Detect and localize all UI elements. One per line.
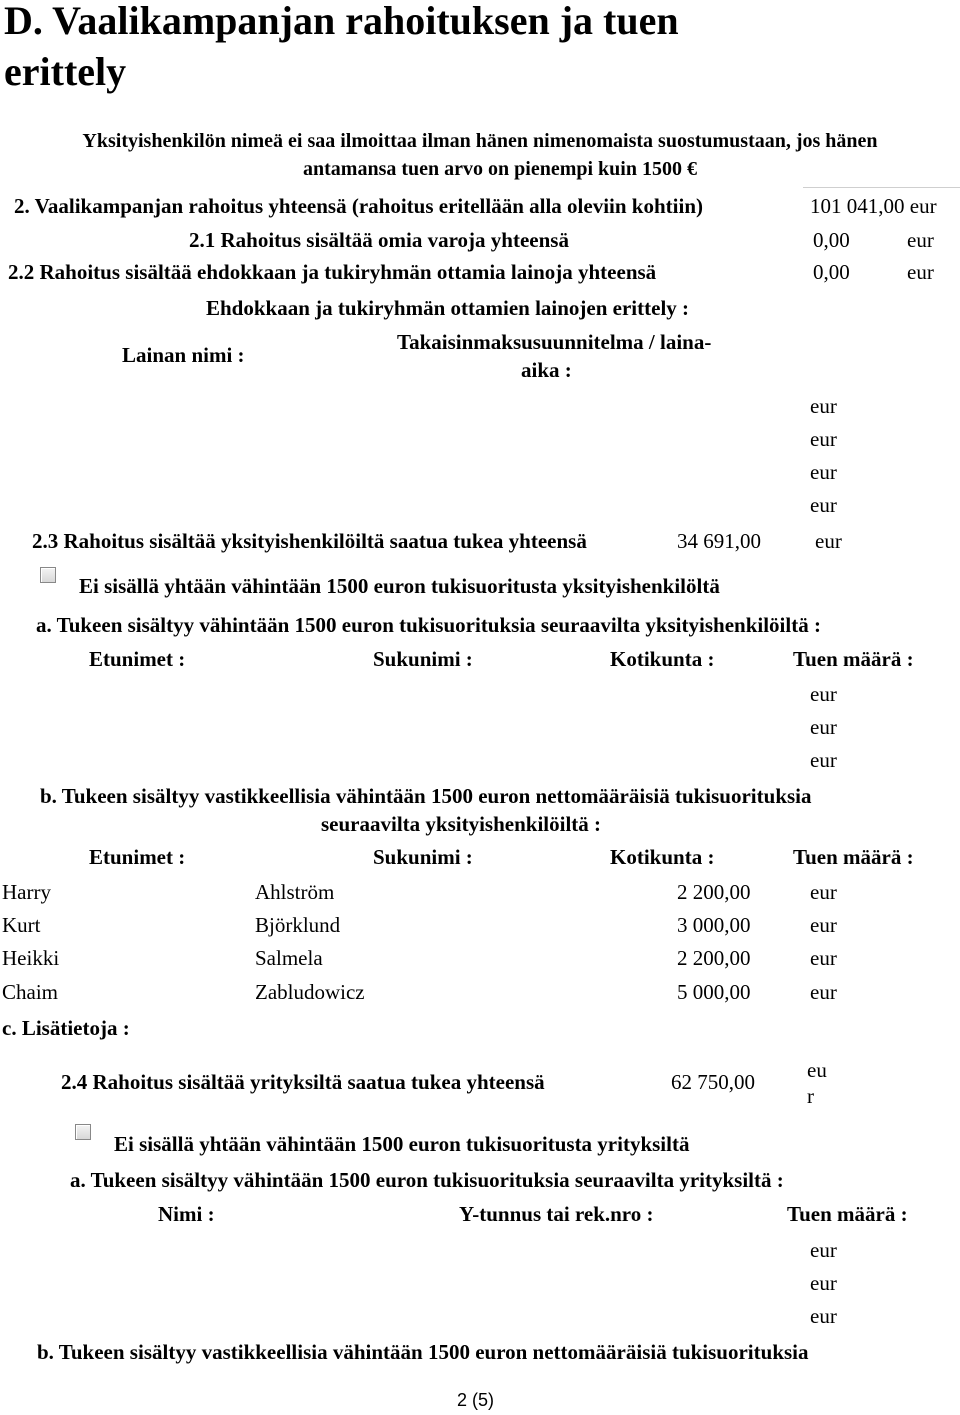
- header-last-name: Sukunimi :: [373, 647, 473, 671]
- row-4-unit: eur: [810, 980, 837, 1004]
- row-4-last-name: Zabludowicz: [255, 980, 365, 1004]
- row-1-last-name: Ahlström: [255, 880, 335, 904]
- loan-plan-header-line2: aika :: [521, 358, 572, 382]
- page-number: 2 (5): [457, 1390, 495, 1410]
- row-4-amount: 5 000,00: [677, 980, 751, 1004]
- header-first-name: Etunimet :: [89, 647, 186, 671]
- row-4-first-name: Chaim: [2, 980, 58, 1004]
- loan-unit-2: eur: [810, 427, 837, 451]
- header-first-name-b: Etunimet :: [89, 845, 186, 869]
- section-2-1-unit: eur: [907, 228, 934, 252]
- loan-plan-header-line1: Takaisinmaksusuunnitelma / laina-: [397, 330, 712, 354]
- row-2-unit: eur: [810, 913, 837, 937]
- row-1-amount: 2 200,00: [677, 880, 751, 904]
- section-2-3-unit: eur: [815, 529, 842, 553]
- header-last-name-b: Sukunimi :: [373, 845, 473, 869]
- header-company-name: Nimi :: [158, 1202, 215, 1226]
- row-2-last-name: Björklund: [255, 913, 341, 937]
- loan-unit-1: eur: [810, 394, 837, 418]
- company-a-unit-1: eur: [810, 1238, 837, 1262]
- notice-line2: antamansa tuen arvo on pienempi kuin 1500 €: [303, 158, 697, 180]
- no-company-support-checkbox[interactable]: [75, 1124, 91, 1140]
- section-2-1-label: 2.1 Rahoitus sisältää omia varoja yhteensä: [189, 228, 569, 252]
- loan-breakdown-heading: Ehdokkaan ja tukiryhmän ottamien lainojen erittely :: [206, 296, 690, 320]
- section-2-label: 2. Vaalikampanjan rahoitus yhteensä (rahoitus eritellään alla oleviin kohtiin): [14, 194, 704, 218]
- no-private-support-label: Ei sisällä yhtään vähintään 1500 euron tukisuoritusta yksityishenkilöltä: [79, 574, 720, 598]
- row-1-unit: eur: [810, 880, 837, 904]
- no-company-support-label: Ei sisällä yhtään vähintään 1500 euron tukisuoritusta yrityksiltä: [114, 1132, 690, 1156]
- row-3-last-name: Salmela: [255, 946, 323, 970]
- private-a-unit-3: eur: [810, 748, 837, 772]
- section-2-value: 101 041,00 eur: [810, 194, 937, 218]
- section-2-2-label: 2.2 Rahoitus sisältää ehdokkaan ja tukiryhmän ottamia lainoja yhteensä: [8, 260, 657, 284]
- section-2-4-unit-line1: eu: [807, 1058, 827, 1082]
- private-b-heading-line2: seuraavilta yksityishenkilöiltä :: [321, 812, 602, 836]
- private-c-label: c. Lisätietoja :: [2, 1016, 130, 1040]
- loan-unit-4: eur: [810, 493, 837, 517]
- company-a-unit-3: eur: [810, 1304, 837, 1328]
- notice-line1: Yksityishenkilön nimeä ei saa ilmoittaa ilman hänen nimenomaista suostumustaan, jos hänen: [82, 130, 878, 152]
- header-company-amount: Tuen määrä :: [787, 1202, 908, 1226]
- section-2-4-label: 2.4 Rahoitus sisältää yrityksiltä saatua tukea yhteensä: [61, 1070, 545, 1094]
- private-b-heading-line1: b. Tukeen sisältyy vastikkeellisia vähintään 1500 euron nettomääräisiä tukisuorituksia: [40, 784, 812, 808]
- company-a-heading: a. Tukeen sisältyy vähintään 1500 euron tukisuorituksia seuraavilta yrityksiltä :: [70, 1168, 784, 1192]
- row-3-unit: eur: [810, 946, 837, 970]
- section-2-2-value: 0,00: [813, 260, 850, 284]
- page-title-line2: erittely: [4, 49, 127, 94]
- section-2-2-unit: eur: [907, 260, 934, 284]
- loan-name-header: Lainan nimi :: [122, 343, 245, 367]
- row-3-first-name: Heikki: [2, 946, 60, 970]
- private-a-unit-2: eur: [810, 715, 837, 739]
- loan-unit-3: eur: [810, 460, 837, 484]
- row-1-first-name: Harry: [2, 880, 51, 904]
- header-city-b: Kotikunta :: [610, 845, 715, 869]
- row-2-amount: 3 000,00: [677, 913, 751, 937]
- section-2-4-value: 62 750,00: [671, 1070, 755, 1094]
- private-a-unit-1: eur: [810, 682, 837, 706]
- section-2-4-unit-line2: r: [807, 1084, 814, 1108]
- row-2-first-name: Kurt: [2, 913, 41, 937]
- company-b-heading: b. Tukeen sisältyy vastikkeellisia vähintään 1500 euron nettomääräisiä tukisuorituksia: [37, 1340, 809, 1364]
- header-amount-b: Tuen määrä :: [793, 845, 914, 869]
- section-2-1-value: 0,00: [813, 228, 850, 252]
- value-cell-border: [803, 187, 960, 188]
- header-ytunnus: Y-tunnus tai rek.nro :: [459, 1202, 654, 1226]
- section-2-3-value: 34 691,00: [677, 529, 761, 553]
- row-3-amount: 2 200,00: [677, 946, 751, 970]
- company-a-unit-2: eur: [810, 1271, 837, 1295]
- header-city: Kotikunta :: [610, 647, 715, 671]
- no-private-support-checkbox[interactable]: [40, 567, 56, 583]
- page-title-line1: D. Vaalikampanjan rahoituksen ja tuen: [4, 0, 679, 43]
- section-2-3-label: 2.3 Rahoitus sisältää yksityishenkilöiltä saatua tukea yhteensä: [32, 529, 587, 553]
- private-a-heading: a. Tukeen sisältyy vähintään 1500 euron tukisuorituksia seuraavilta yksityishenkilöiltä :: [36, 613, 821, 637]
- header-amount: Tuen määrä :: [793, 647, 914, 671]
